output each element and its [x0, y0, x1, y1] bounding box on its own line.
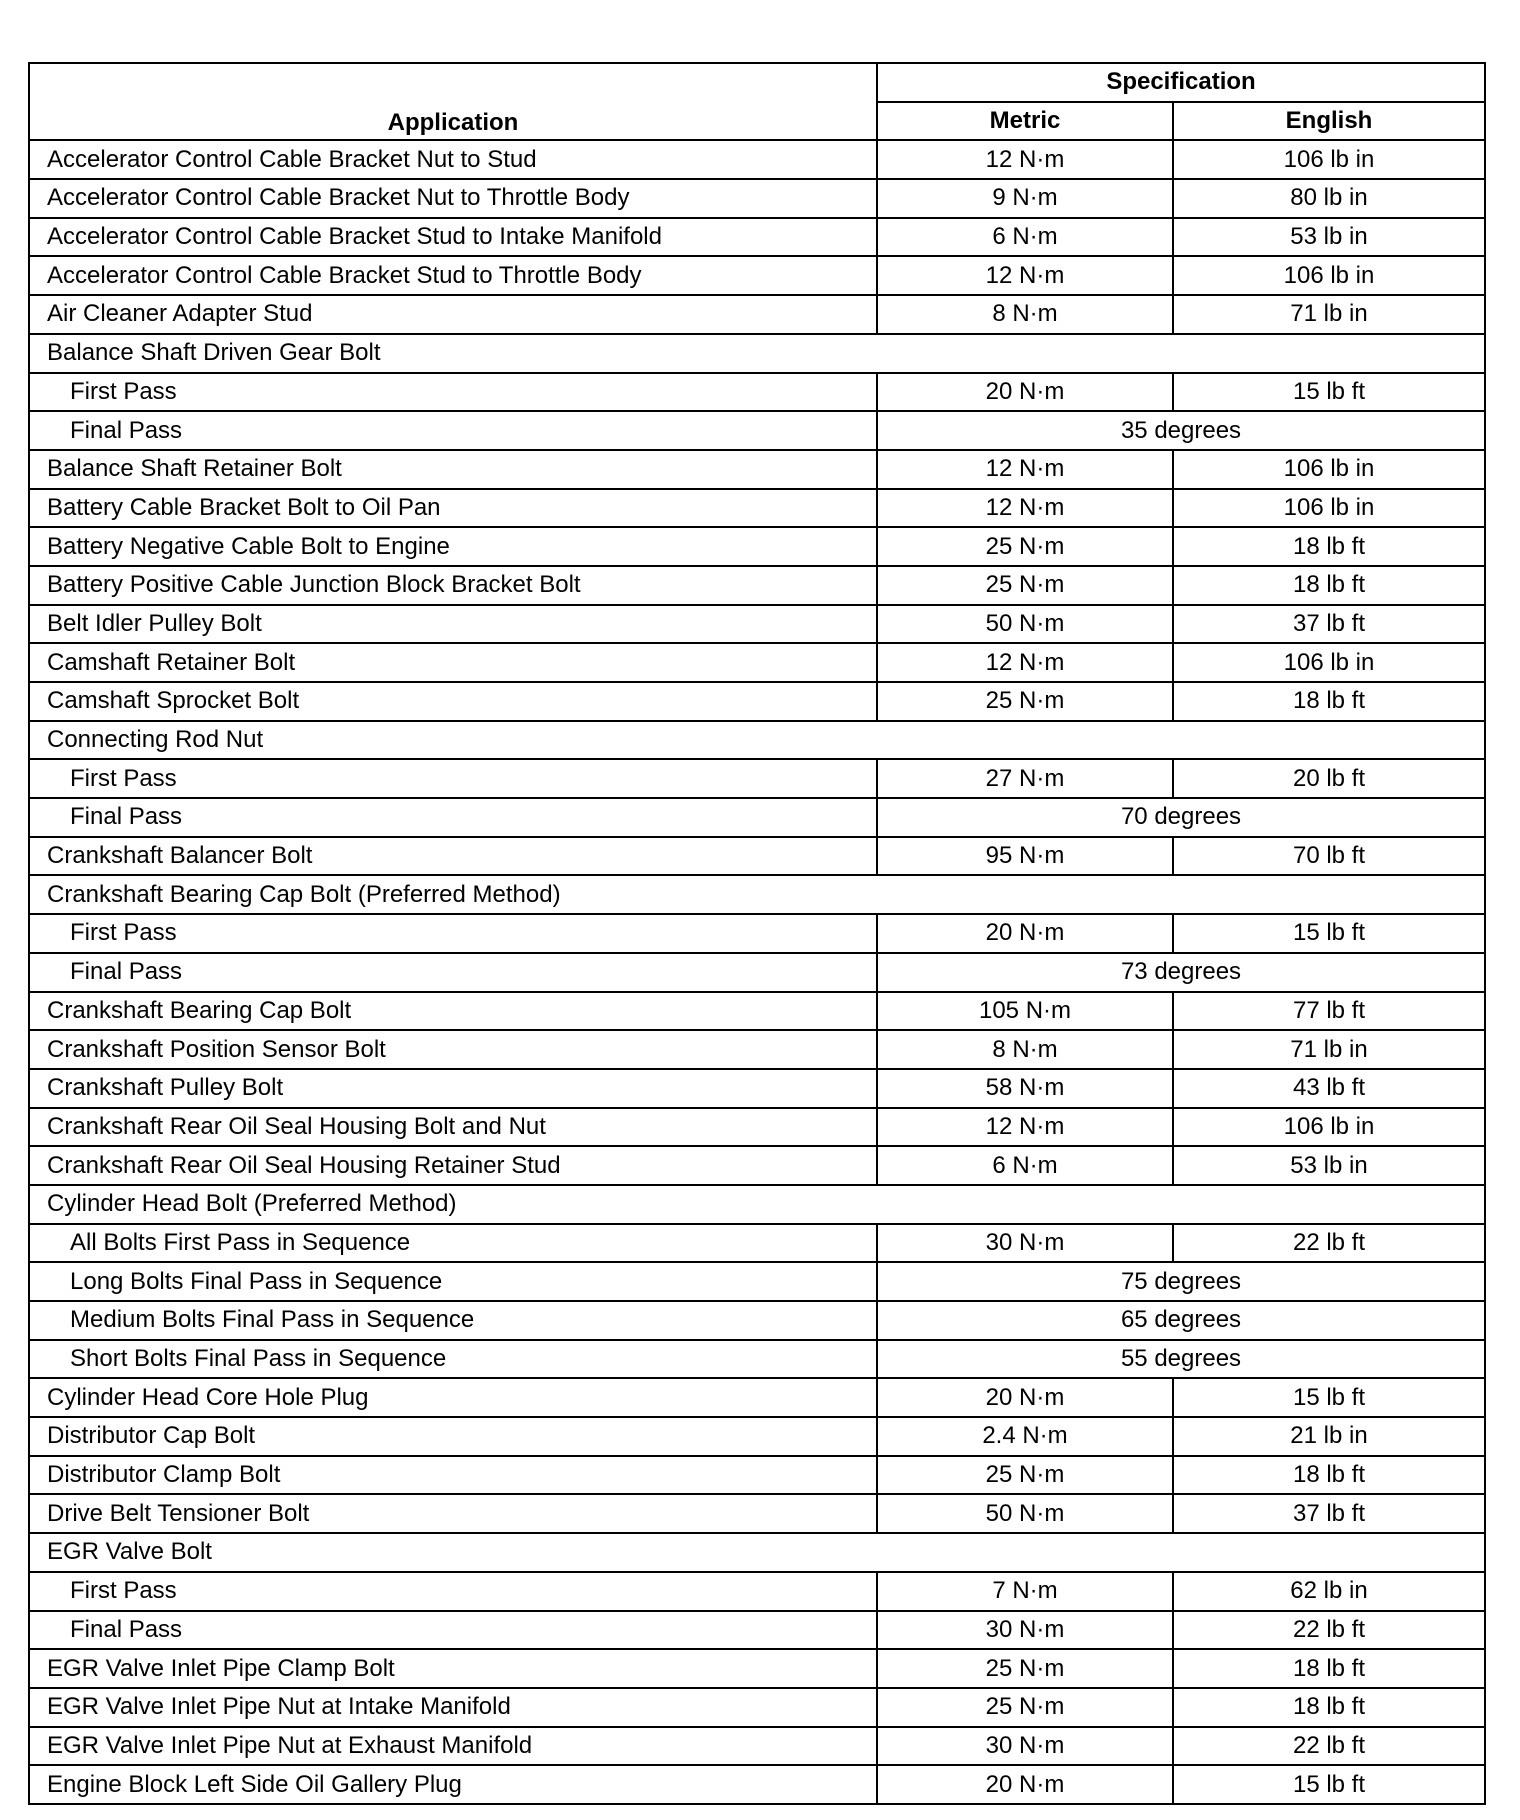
english-cell: 37 lb ft	[1173, 605, 1485, 644]
application-cell: Crankshaft Pulley Bolt	[29, 1069, 877, 1108]
table-row	[29, 179, 1485, 218]
table-row	[29, 914, 1485, 953]
table-row	[29, 992, 1485, 1031]
table-row	[29, 1572, 1485, 1611]
metric-cell: 20 N·m	[877, 1378, 1173, 1417]
application-cell: Crankshaft Bearing Cap Bolt	[29, 992, 877, 1031]
metric-cell: 20 N·m	[877, 1765, 1173, 1804]
table-row	[29, 798, 1485, 837]
english-cell: 15 lb ft	[1173, 914, 1485, 953]
application-cell: Engine Block Left Side Oil Gallery Plug	[29, 1765, 877, 1804]
metric-cell: 8 N·m	[877, 295, 1173, 334]
english-cell: 20 lb ft	[1173, 759, 1485, 798]
table-row	[29, 953, 1485, 992]
metric-cell: 25 N·m	[877, 1688, 1173, 1727]
english-cell: 71 lb in	[1173, 295, 1485, 334]
english-cell: 62 lb in	[1173, 1572, 1485, 1611]
application-cell: Cylinder Head Core Hole Plug	[29, 1378, 877, 1417]
table-row	[29, 1069, 1485, 1108]
metric-cell: 20 N·m	[877, 914, 1173, 953]
header-specification: Specification	[877, 63, 1485, 102]
english-cell: 106 lb in	[1173, 643, 1485, 682]
english-cell: 53 lb in	[1173, 218, 1485, 257]
table-row	[29, 334, 1485, 373]
application-cell: Battery Negative Cable Bolt to Engine	[29, 527, 877, 566]
application-cell: Balance Shaft Retainer Bolt	[29, 450, 877, 489]
application-cell: Long Bolts Final Pass in Sequence	[29, 1262, 877, 1301]
english-cell: 15 lb ft	[1173, 1378, 1485, 1417]
application-cell: Crankshaft Rear Oil Seal Housing Retainer Stud	[29, 1146, 877, 1185]
english-cell: 37 lb ft	[1173, 1494, 1485, 1533]
application-cell: All Bolts First Pass in Sequence	[29, 1224, 877, 1263]
table-row	[29, 1649, 1485, 1688]
metric-cell: 2.4 N·m	[877, 1417, 1173, 1456]
application-cell: EGR Valve Bolt	[29, 1533, 1485, 1572]
metric-cell: 20 N·m	[877, 373, 1173, 412]
application-cell: Drive Belt Tensioner Bolt	[29, 1494, 877, 1533]
application-cell: First Pass	[29, 914, 877, 953]
application-cell: Final Pass	[29, 1611, 877, 1650]
table-row	[29, 1727, 1485, 1766]
application-cell: Crankshaft Balancer Bolt	[29, 837, 877, 876]
metric-cell: 12 N·m	[877, 140, 1173, 179]
table-row	[29, 489, 1485, 528]
english-cell: 106 lb in	[1173, 450, 1485, 489]
table-row	[29, 256, 1485, 295]
table-body	[29, 140, 1485, 1804]
table-header	[29, 63, 1485, 140]
application-cell: Camshaft Sprocket Bolt	[29, 682, 877, 721]
table-row	[29, 373, 1485, 412]
table-row	[29, 643, 1485, 682]
table-row	[29, 1224, 1485, 1263]
english-cell: 15 lb ft	[1173, 1765, 1485, 1804]
application-cell: Belt Idler Pulley Bolt	[29, 605, 877, 644]
application-cell: Accelerator Control Cable Bracket Nut to Stud	[29, 140, 877, 179]
application-cell: Accelerator Control Cable Bracket Nut to Throttle Body	[29, 179, 877, 218]
header-metric: Metric	[877, 102, 1173, 141]
table-row	[29, 1108, 1485, 1147]
english-cell: 43 lb ft	[1173, 1069, 1485, 1108]
table-row	[29, 1185, 1485, 1224]
angle-spec-cell: 73 degrees	[877, 953, 1485, 992]
table-row	[29, 1301, 1485, 1340]
angle-spec-cell: 65 degrees	[877, 1301, 1485, 1340]
table-row	[29, 1533, 1485, 1572]
metric-cell: 6 N·m	[877, 1146, 1173, 1185]
english-cell: 18 lb ft	[1173, 1456, 1485, 1495]
application-cell: Cylinder Head Bolt (Preferred Method)	[29, 1185, 1485, 1224]
english-cell: 22 lb ft	[1173, 1611, 1485, 1650]
application-cell: Final Pass	[29, 798, 877, 837]
metric-cell: 6 N·m	[877, 218, 1173, 257]
metric-cell: 58 N·m	[877, 1069, 1173, 1108]
table-row	[29, 295, 1485, 334]
english-cell: 106 lb in	[1173, 1108, 1485, 1147]
application-cell: Crankshaft Bearing Cap Bolt (Preferred Method)	[29, 875, 1485, 914]
metric-cell: 7 N·m	[877, 1572, 1173, 1611]
metric-cell: 9 N·m	[877, 179, 1173, 218]
table-row	[29, 218, 1485, 257]
metric-cell: 12 N·m	[877, 450, 1173, 489]
table-row	[29, 605, 1485, 644]
metric-cell: 25 N·m	[877, 1649, 1173, 1688]
application-cell: Battery Cable Bracket Bolt to Oil Pan	[29, 489, 877, 528]
english-cell: 106 lb in	[1173, 489, 1485, 528]
table-row	[29, 1378, 1485, 1417]
metric-cell: 50 N·m	[877, 605, 1173, 644]
metric-cell: 8 N·m	[877, 1030, 1173, 1069]
application-cell: Connecting Rod Nut	[29, 721, 1485, 760]
english-cell: 77 lb ft	[1173, 992, 1485, 1031]
header-english: English	[1173, 102, 1485, 141]
table-row	[29, 682, 1485, 721]
application-cell: EGR Valve Inlet Pipe Nut at Exhaust Manifold	[29, 1727, 877, 1766]
application-cell: Final Pass	[29, 411, 877, 450]
application-cell: EGR Valve Inlet Pipe Clamp Bolt	[29, 1649, 877, 1688]
header-application: Application	[29, 63, 877, 140]
table-row	[29, 140, 1485, 179]
table-row	[29, 759, 1485, 798]
table-row	[29, 527, 1485, 566]
table-row	[29, 1417, 1485, 1456]
application-cell: EGR Valve Inlet Pipe Nut at Intake Manifold	[29, 1688, 877, 1727]
english-cell: 22 lb ft	[1173, 1727, 1485, 1766]
angle-spec-cell: 75 degrees	[877, 1262, 1485, 1301]
application-cell: Battery Positive Cable Junction Block Bracket Bolt	[29, 566, 877, 605]
english-cell: 18 lb ft	[1173, 1688, 1485, 1727]
application-cell: Camshaft Retainer Bolt	[29, 643, 877, 682]
metric-cell: 12 N·m	[877, 256, 1173, 295]
metric-cell: 30 N·m	[877, 1611, 1173, 1650]
metric-cell: 30 N·m	[877, 1224, 1173, 1263]
english-cell: 21 lb in	[1173, 1417, 1485, 1456]
metric-cell: 27 N·m	[877, 759, 1173, 798]
table-row	[29, 1340, 1485, 1379]
table-row	[29, 1688, 1485, 1727]
application-cell: Medium Bolts Final Pass in Sequence	[29, 1301, 877, 1340]
english-cell: 71 lb in	[1173, 1030, 1485, 1069]
angle-spec-cell: 55 degrees	[877, 1340, 1485, 1379]
application-cell: Final Pass	[29, 953, 877, 992]
metric-cell: 25 N·m	[877, 527, 1173, 566]
application-cell: First Pass	[29, 759, 877, 798]
application-cell: Distributor Clamp Bolt	[29, 1456, 877, 1495]
application-cell: Crankshaft Position Sensor Bolt	[29, 1030, 877, 1069]
english-cell: 106 lb in	[1173, 256, 1485, 295]
table-row	[29, 1262, 1485, 1301]
application-cell: Air Cleaner Adapter Stud	[29, 295, 877, 334]
table-row	[29, 721, 1485, 760]
metric-cell: 95 N·m	[877, 837, 1173, 876]
table-row	[29, 450, 1485, 489]
english-cell: 53 lb in	[1173, 1146, 1485, 1185]
english-cell: 18 lb ft	[1173, 566, 1485, 605]
english-cell: 22 lb ft	[1173, 1224, 1485, 1263]
metric-cell: 25 N·m	[877, 682, 1173, 721]
english-cell: 18 lb ft	[1173, 1649, 1485, 1688]
metric-cell: 12 N·m	[877, 489, 1173, 528]
table-row	[29, 1611, 1485, 1650]
application-cell: First Pass	[29, 1572, 877, 1611]
application-cell: Short Bolts Final Pass in Sequence	[29, 1340, 877, 1379]
application-cell: Accelerator Control Cable Bracket Stud to Throttle Body	[29, 256, 877, 295]
application-cell: Accelerator Control Cable Bracket Stud to Intake Manifold	[29, 218, 877, 257]
metric-cell: 25 N·m	[877, 1456, 1173, 1495]
application-cell: Distributor Cap Bolt	[29, 1417, 877, 1456]
metric-cell: 105 N·m	[877, 992, 1173, 1031]
table-row	[29, 837, 1485, 876]
table-row	[29, 1146, 1485, 1185]
application-cell: First Pass	[29, 373, 877, 412]
table-row	[29, 875, 1485, 914]
table-row	[29, 411, 1485, 450]
angle-spec-cell: 35 degrees	[877, 411, 1485, 450]
table-row	[29, 1494, 1485, 1533]
english-cell: 106 lb in	[1173, 140, 1485, 179]
english-cell: 18 lb ft	[1173, 527, 1485, 566]
application-cell: Crankshaft Rear Oil Seal Housing Bolt and Nut	[29, 1108, 877, 1147]
angle-spec-cell: 70 degrees	[877, 798, 1485, 837]
table-row	[29, 1456, 1485, 1495]
metric-cell: 12 N·m	[877, 643, 1173, 682]
metric-cell: 25 N·m	[877, 566, 1173, 605]
metric-cell: 30 N·m	[877, 1727, 1173, 1766]
english-cell: 18 lb ft	[1173, 682, 1485, 721]
torque-spec-table	[28, 62, 1486, 1805]
english-cell: 15 lb ft	[1173, 373, 1485, 412]
table-row	[29, 1765, 1485, 1804]
metric-cell: 50 N·m	[877, 1494, 1173, 1533]
english-cell: 70 lb ft	[1173, 837, 1485, 876]
application-cell: Balance Shaft Driven Gear Bolt	[29, 334, 1485, 373]
metric-cell: 12 N·m	[877, 1108, 1173, 1147]
table-row	[29, 566, 1485, 605]
table-row	[29, 1030, 1485, 1069]
english-cell: 80 lb in	[1173, 179, 1485, 218]
